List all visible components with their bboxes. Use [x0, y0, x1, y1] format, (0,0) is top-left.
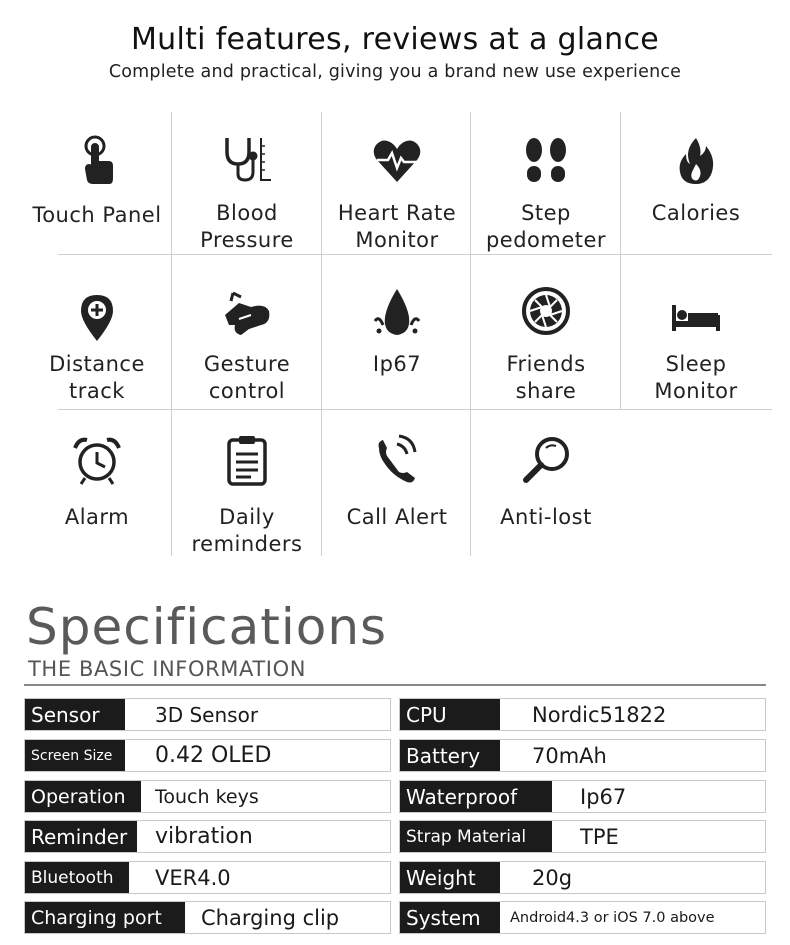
spec-key: Operation [25, 781, 141, 812]
stethoscope-icon [219, 132, 275, 188]
spec-row-charging-port [24, 901, 391, 934]
feature-anti-lost [471, 410, 621, 556]
clipboard-icon [219, 432, 275, 488]
page-headline: Multi features, reviews at a glance [130, 22, 660, 57]
spec-key: CPU [400, 699, 500, 730]
feature-calories [621, 112, 771, 254]
spec-key: Weight [400, 862, 500, 893]
spec-value: Ip67 [580, 784, 627, 809]
spec-value: Charging clip [201, 905, 340, 930]
magnifier-icon [518, 432, 574, 488]
spec-row-system [399, 901, 766, 934]
spec-value: vibration [155, 824, 253, 849]
feature-label: Call Alert [346, 505, 448, 529]
feature-daily-reminders [172, 410, 322, 556]
feature-ip67 [322, 255, 472, 409]
flame-icon [668, 132, 724, 188]
water-drop-icon [369, 285, 425, 341]
spec-row-weight [399, 861, 766, 894]
spec-key: System [400, 902, 500, 933]
feature-call-alert [322, 410, 472, 556]
spec-key: Charging port [25, 902, 185, 933]
feature-touch-panel [22, 112, 172, 254]
feature-label: Sleep Monitor [654, 352, 738, 403]
spec-key: Reminder [25, 821, 137, 852]
alarm-clock-icon [69, 432, 125, 488]
spec-row-screen-size [24, 739, 391, 772]
spec-value: 20g [532, 865, 573, 890]
feature-heart-rate [322, 112, 472, 254]
spec-row-waterproof [399, 780, 766, 813]
feature-grid [22, 112, 772, 556]
spec-row-battery [399, 739, 766, 772]
spec-row-bluetooth [24, 861, 391, 894]
feature-label: Step pedometer [485, 201, 607, 252]
aperture-icon [518, 283, 574, 339]
specifications-divider [24, 684, 766, 686]
feature-distance-track [22, 255, 172, 409]
location-pin-icon [69, 289, 125, 345]
spec-value: 0.42 OLED [155, 743, 272, 768]
spec-row-cpu [399, 698, 766, 731]
feature-label: Friends share [506, 352, 586, 403]
spec-row-sensor [24, 698, 391, 731]
feature-label: Anti-lost [500, 505, 592, 529]
feature-alarm [22, 410, 172, 556]
feature-label: Touch Panel [32, 203, 162, 227]
spec-value: 3D Sensor [155, 702, 259, 727]
spec-row-strap-material [399, 820, 766, 853]
feature-blood-pressure [172, 112, 322, 254]
feature-label: Calories [651, 201, 741, 225]
spec-value: Nordic51822 [532, 702, 667, 727]
spec-value: Touch keys [155, 785, 259, 808]
feature-friends-share [471, 255, 621, 409]
feature-step-pedometer [471, 112, 621, 254]
spec-key: Waterproof [400, 781, 552, 812]
feature-sleep-monitor [621, 255, 771, 409]
footprints-icon [518, 134, 574, 190]
spec-value: 70mAh [532, 743, 607, 768]
feature-gesture-control [172, 255, 322, 409]
spec-value: TPE [580, 824, 619, 849]
spec-key: Sensor [25, 699, 125, 730]
feature-label: Gesture control [203, 352, 291, 403]
feature-label: Blood Pressure [200, 201, 294, 252]
spec-key: Bluetooth [25, 862, 129, 893]
spec-row-reminder [24, 820, 391, 853]
phone-ringing-icon [369, 432, 425, 488]
feature-label: Daily reminders [191, 505, 303, 556]
spec-key: Screen Size [25, 740, 125, 771]
touch-hand-icon [69, 132, 125, 188]
specifications-subtitle: THE BASIC INFORMATION [28, 657, 307, 681]
feature-label: Alarm [64, 505, 130, 529]
bed-icon [668, 289, 724, 345]
feature-label: Heart Rate Monitor [337, 201, 457, 252]
spec-value: Android4.3 or iOS 7.0 above [510, 909, 715, 926]
spec-row-operation [24, 780, 391, 813]
feature-label: Ip67 [372, 352, 422, 376]
spec-key: Battery [400, 740, 500, 771]
heart-pulse-icon [369, 134, 425, 190]
page-subheadline: Complete and practical, giving you a brand new use experience [108, 62, 682, 82]
hand-gesture-icon [219, 287, 275, 343]
specifications-title: Specifications [26, 598, 388, 656]
feature-label: Distance track [49, 352, 145, 403]
spec-value: VER4.0 [155, 865, 231, 890]
spec-key: Strap Material [400, 821, 552, 852]
